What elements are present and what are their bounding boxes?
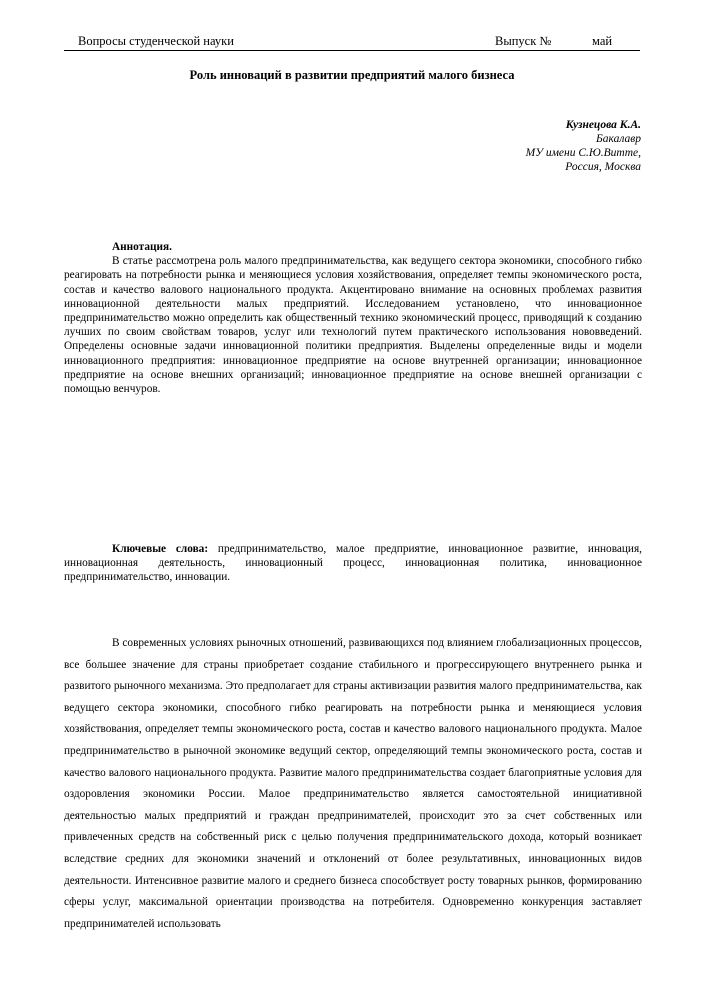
keywords-label: Ключевые слова: bbox=[112, 543, 209, 555]
issue-month: май bbox=[592, 34, 613, 48]
abstract-text: В статье рассмотрена роль малого предпринимательства, как ведущего сектора экономики, способного гибко реагировать на потребности рынка и меняющиеся условия хозяйствования, определяет темпы экономического роста, состав и качество валового национального продукта. Акцентировано внимание на основных проблемах развития инновационной деятельности малых предприятий. Исследованием установлено, что инновационное предпринимательство можно определить как общественный технико экономический процесс, приводящий к созданию лучших по своим свойствам товаров, услуг или технологий путем практического использования нововведений. Определены основные задачи инновационной политики предприятия. Выделены определенные виды и модели инновационного предприятия: инновационное предприятие на основе внутренней организации; инновационное предприятие на основе внешних организаций; инновационное предприятие на основе внешней организации с помощью венчуров. bbox=[64, 255, 642, 396]
journal-name: Вопросы студенческой науки bbox=[78, 34, 234, 48]
keywords-text: предпринимательство, малое предприятие, инновационное развитие, инновация, инновационная деятельность, инновационный процесс, инновационная политика, инновационное предпринимательство, инновации. bbox=[64, 543, 643, 584]
running-header bbox=[64, 34, 640, 51]
author-university: МУ имени С.Ю.Витте, bbox=[525, 147, 641, 159]
author-degree: Бакалавр bbox=[595, 133, 641, 145]
author-block bbox=[526, 118, 641, 174]
author-name: Кузнецова К.А. bbox=[565, 119, 641, 131]
issue-label: Выпуск № bbox=[495, 34, 552, 48]
body-paragraph: В современных условиях рыночных отношений, развивающихся под влиянием глобализационных процессов, все большее значение для страны приобретает создание стабильного и прогрессирующего внутреннего рынка и развитого рыночного механизма. Это предполагает для страны активизации развития малого предпринимательства, как ведущего сектора экономики, способного гибко реагировать на потребности рынка и меняющиеся условия хозяйствования, определяет темпы экономического роста, состав и качество валового национального продукта. Малое предпринимательство в рыночной экономике ведущий сектор, определяющий темпы экономического роста, состав и качество валового национального продукта. Развитие малого предпринимательства создает благоприятные условия для оздоровления экономики России. Малое предпринимательство является самостоятельной инициативной деятельностью малых предприятий и граждан предпринимателей, происходит это за счет собственных или привлеченных средств на собственный риск с целью получения предпринимательского дохода, который возникает вследствие средних для экономики значений и отклонений от более результативных, инновационных видов деятельности. Интенсивное развитие малого и среднего бизнеса способствует росту товарных рынков, формированию сферы услуг, максимальной ориентации производства на потребителя. Одновременно конкуренция заставляет предпринимателей использовать bbox=[64, 637, 642, 930]
abstract-section bbox=[64, 240, 642, 396]
article-title: Роль инноваций в развитии предприятий малого бизнеса bbox=[189, 68, 515, 82]
keywords-section bbox=[64, 542, 642, 585]
author-location: Россия, Москва bbox=[565, 161, 641, 173]
abstract-heading: Аннотация. bbox=[112, 241, 172, 253]
